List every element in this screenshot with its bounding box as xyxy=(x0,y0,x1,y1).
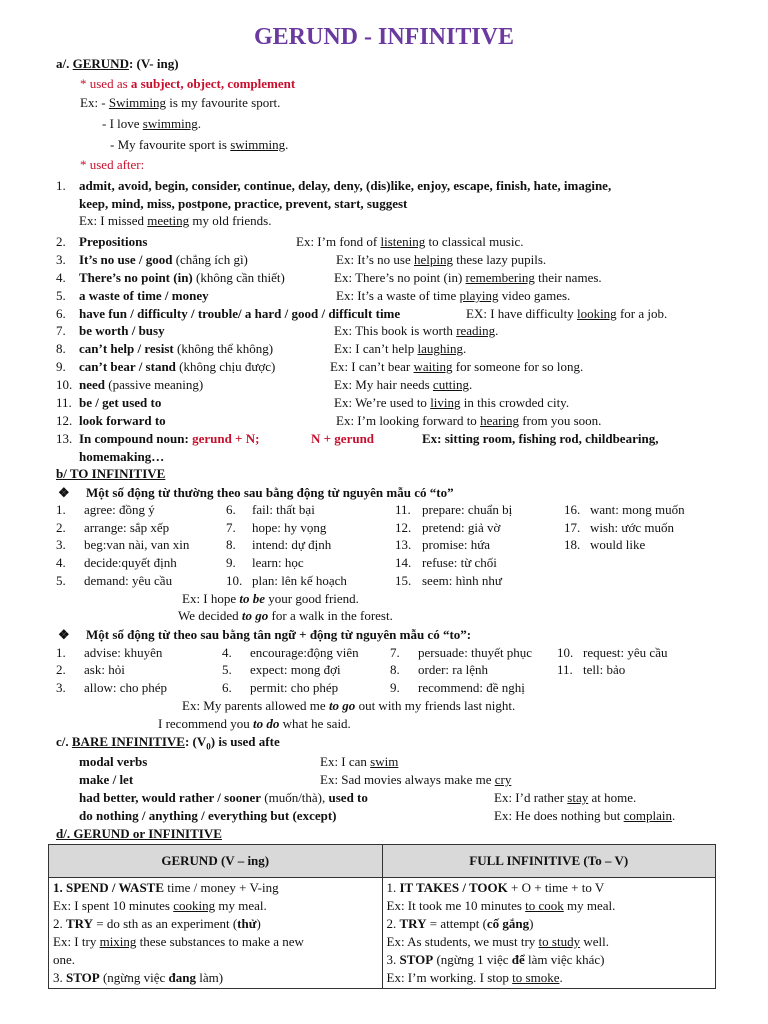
ex-underlined: living xyxy=(430,395,461,410)
list-item-keyword-text: can’t bear / stand xyxy=(79,359,176,374)
list-item-keyword xyxy=(79,359,275,375)
grid-number: 11. xyxy=(557,662,573,677)
verb-item: learn: học xyxy=(252,555,304,570)
ex-underlined: to study xyxy=(538,934,581,949)
rule-number: 1. xyxy=(53,880,66,895)
rule-text: làm việc khác) xyxy=(524,952,605,967)
gerund-example-3 xyxy=(110,137,288,153)
after-text: used after: xyxy=(89,157,145,172)
list-item-note: (không chịu được) xyxy=(175,359,276,374)
grid-number: 8. xyxy=(226,537,236,552)
list-item-keyword-text: be worth / busy xyxy=(79,323,165,338)
ex-bold-italic: to go xyxy=(241,608,269,623)
to-inf-example-4 xyxy=(158,716,351,732)
bare-rule-example xyxy=(494,790,636,806)
list-item-example xyxy=(296,234,523,250)
ex-text: We decided xyxy=(178,608,242,623)
ex-text: your good friend. xyxy=(265,591,359,606)
ex-text: . xyxy=(469,377,473,392)
bare-rule-example xyxy=(494,808,675,824)
ex-text: for a job. xyxy=(616,306,668,321)
grid-number: 9. xyxy=(390,680,400,695)
ex-text: . xyxy=(559,970,563,985)
bare-rule-example xyxy=(320,772,511,788)
bare-formula: : (V xyxy=(184,734,207,749)
list-item-number: 1. xyxy=(56,178,66,193)
verb-item: request: yêu cầu xyxy=(583,645,668,660)
gerund-rule-1-example xyxy=(53,897,378,915)
ex-text: . xyxy=(672,808,676,823)
ex-underlined: to smoke xyxy=(512,970,560,985)
ex-underlined: listening xyxy=(380,234,426,249)
list-item-keyword-text: look forward to xyxy=(79,413,166,428)
list-item-keyword-text: It’s no use / good xyxy=(79,252,173,267)
gerund-heading-suffix: : (V- ing) xyxy=(128,56,179,71)
list-item-note: (passive meaning) xyxy=(105,377,204,392)
verb-item: want: mong muốn xyxy=(590,502,685,517)
to-inf-subheading-1: Một số động từ thường theo sau bằng động từ nguyên mẫu có “to” xyxy=(86,485,454,500)
ex-bold-italic: to be xyxy=(239,591,266,606)
ex-text: Ex: I can’t help xyxy=(334,341,418,356)
compound-example-cont: homemaking… xyxy=(79,449,165,464)
list-item-example xyxy=(336,252,546,268)
rule-text: ) xyxy=(256,916,261,931)
grid-number: 15. xyxy=(395,573,412,588)
grid-number: 16. xyxy=(564,502,581,517)
ex-underlined: cooking xyxy=(173,898,216,913)
grid-number: 6. xyxy=(222,680,232,695)
rule-keyword: STOP xyxy=(399,952,434,967)
list-item-example xyxy=(334,395,569,411)
list-item-number: 12. xyxy=(56,413,73,428)
list-item-example xyxy=(336,288,570,304)
gerund-heading xyxy=(56,56,179,72)
rule-number: 2. xyxy=(53,916,66,931)
bare-rule-note: (muốn/thà), xyxy=(261,790,329,805)
list-item-keyword-text: Prepositions xyxy=(79,234,148,249)
ex-text: Ex: It’s a waste of time xyxy=(336,288,460,303)
ex-text: to classical music. xyxy=(425,234,524,249)
rule-number: 3. xyxy=(53,970,66,985)
list-item-number: 5. xyxy=(56,288,66,303)
gerund-use-line xyxy=(80,76,295,92)
ex-text: Ex: There’s no point (in) xyxy=(334,270,466,285)
verb-item: demand: yêu cầu xyxy=(84,573,173,588)
ex-text: . xyxy=(495,323,499,338)
bare-infinitive-heading xyxy=(56,734,280,755)
grid-number: 17. xyxy=(564,520,581,535)
star-marker: * xyxy=(80,157,87,172)
gerund-rule-2 xyxy=(53,915,378,933)
list-item-keyword xyxy=(79,377,203,393)
verb-item: recommend: đề nghị xyxy=(418,680,525,695)
verb-item: prepare: chuẩn bị xyxy=(422,502,513,517)
ex-text: is my favourite sport. xyxy=(165,95,281,110)
list-item-keyword xyxy=(79,395,161,411)
grid-number: 1. xyxy=(56,502,66,517)
verb-item: would like xyxy=(590,537,646,552)
bare-rule xyxy=(79,754,147,770)
grid-number: 5. xyxy=(56,573,66,588)
ex-underlined: to cook xyxy=(525,898,564,913)
ex-text: Ex: I’m looking forward to xyxy=(336,413,481,428)
ex-text: EX: I have difficulty xyxy=(466,306,577,321)
list-item-keyword xyxy=(79,306,400,322)
gerund-heading-word: GERUND xyxy=(72,56,129,71)
ex-text: - I love xyxy=(102,116,143,131)
rule-number: 2. xyxy=(386,916,400,931)
ex-bold-italic: to go xyxy=(328,698,356,713)
grid-number: 10. xyxy=(226,573,243,588)
verb-item: intend: dự định xyxy=(252,537,332,552)
list-item-example xyxy=(466,306,667,322)
infinitive-rule-3-example xyxy=(387,969,712,987)
grid-number: 7. xyxy=(226,520,236,535)
list-item-example xyxy=(334,323,498,339)
list-item-number: 3. xyxy=(56,252,66,267)
bare-suffix: ) is used afte xyxy=(210,734,280,749)
verb-item: seem: hình như xyxy=(422,573,502,588)
compound-rule-2: N + gerund xyxy=(311,431,375,446)
verb-item: advise: khuyên xyxy=(84,645,163,660)
ex-underlined: cutting xyxy=(432,377,470,392)
compound-example: Ex: sitting room, fishing rod, childbearing, xyxy=(422,431,659,446)
grid-number: 3. xyxy=(56,680,66,695)
list-item-number: 13. xyxy=(56,431,73,446)
ex-underlined: complain xyxy=(623,808,673,823)
verb-item: decide:quyết định xyxy=(84,555,177,570)
gerund-rule-2-example-cont: one. xyxy=(53,952,76,967)
ex-underlined: helping xyxy=(414,252,453,267)
verb-item: ask: hỏi xyxy=(84,662,125,677)
list-item-example xyxy=(336,413,601,429)
gerund-example-2 xyxy=(102,116,201,132)
ex-text: . xyxy=(463,341,467,356)
page-title: GERUND - INFINITIVE xyxy=(253,24,515,50)
to-infinitive-heading: b/ TO INFINITIVE xyxy=(56,466,166,481)
diamond-bullet-icon: ❖ xyxy=(58,627,70,642)
list-item-keyword-text: There’s no point (in) xyxy=(79,270,193,285)
ex-text: what he said. xyxy=(279,716,351,731)
list-item-keyword xyxy=(79,270,285,286)
use-bold: a subject, object, complement xyxy=(130,76,296,91)
verb-item: pretend: giả vờ xyxy=(422,520,501,535)
ex-underlined: swim xyxy=(370,754,399,769)
grid-number: 2. xyxy=(56,520,66,535)
bare-rule xyxy=(79,772,133,788)
list-item-number: 11. xyxy=(56,395,72,410)
ex-underlined: hearing xyxy=(480,413,520,428)
grid-number: 8. xyxy=(390,662,400,677)
ex-underlined: remembering xyxy=(465,270,535,285)
ex-text: Ex: I can’t bear xyxy=(330,359,414,374)
list-item-keyword xyxy=(79,252,248,268)
ex-text: Ex: As students, we must try xyxy=(386,934,539,949)
to-inf-example-2 xyxy=(178,608,393,624)
ex-text: at home. xyxy=(588,790,637,805)
compound-label: In compound noun: xyxy=(79,431,189,446)
list-item-keyword xyxy=(79,323,165,339)
bare-rule-keyword: do nothing / anything / everything but (except) xyxy=(79,808,337,823)
gerund-heading-prefix: a/. xyxy=(56,56,70,71)
list-item-note: (không thể không) xyxy=(173,341,274,356)
rule-keyword: TRY xyxy=(66,916,93,931)
rule-number: 3. xyxy=(386,952,400,967)
ex-text: . xyxy=(197,116,201,131)
ex-text: Ex: I can xyxy=(320,754,371,769)
ex-text: these lazy pupils. xyxy=(453,252,547,267)
list-item-example xyxy=(330,359,583,375)
ex-underlined: meeting xyxy=(147,213,190,228)
infinitive-rule-2-example xyxy=(387,933,712,951)
list-item-example xyxy=(79,213,271,229)
rule-text: (ngừng việc xyxy=(99,970,169,985)
grid-number: 3. xyxy=(56,537,66,552)
ex-text: Ex: I’m working. I stop xyxy=(386,970,513,985)
rule-keyword: TRY xyxy=(399,916,427,931)
column-header-gerund: GERUND (V – ing) xyxy=(49,845,383,878)
grid-number: 18. xyxy=(564,537,581,552)
rule-text: ) xyxy=(529,916,534,931)
rule-text: = do sth as an experiment ( xyxy=(93,916,238,931)
list-item-number: 8. xyxy=(56,341,66,356)
ex-text: Ex: I missed xyxy=(79,213,148,228)
grid-number: 1. xyxy=(56,645,66,660)
bare-rule-example xyxy=(320,754,398,770)
bare-rule xyxy=(79,790,368,806)
diamond-bullet-icon: ❖ xyxy=(58,485,70,500)
gerund-rule-1 xyxy=(53,879,378,897)
ex-text: my meal. xyxy=(215,898,267,913)
grid-number: 9. xyxy=(226,555,236,570)
ex-text: Ex: - xyxy=(80,95,109,110)
ex-text: for someone for so long. xyxy=(452,359,584,374)
ex-text: their names. xyxy=(534,270,602,285)
verb-item: arrange: sắp xếp xyxy=(84,520,170,535)
ex-text: Ex: This book is worth xyxy=(334,323,457,338)
grid-number: 4. xyxy=(56,555,66,570)
gerund-example-1 xyxy=(80,95,280,111)
grid-number: 11. xyxy=(395,502,411,517)
rule-keyword: IT TAKES / TOOK xyxy=(399,880,508,895)
infinitive-rule-1-example xyxy=(387,897,712,915)
ex-text: for a walk in the forest. xyxy=(268,608,393,623)
verb-item: order: ra lệnh xyxy=(418,662,489,677)
ex-text: these substances to make a new xyxy=(136,934,304,949)
grid-number: 2. xyxy=(56,662,66,677)
list-item-number: 6. xyxy=(56,306,66,321)
list-item-text: admit, avoid, begin, consider, continue, delay, deny, (dis)like, enjoy, escape, finish, hate, imagine, xyxy=(79,178,612,193)
list-item-keyword-text: need xyxy=(79,377,105,392)
list-item-number: 4. xyxy=(56,270,66,285)
list-item-number: 10. xyxy=(56,377,73,392)
column-header-infinitive: FULL INFINITIVE (To – V) xyxy=(382,845,716,878)
verb-item: allow: cho phép xyxy=(84,680,168,695)
list-item-keyword-text: can’t help / resist xyxy=(79,341,174,356)
to-inf-example-1 xyxy=(182,591,359,607)
ex-text: Ex: I hope xyxy=(182,591,240,606)
ex-underlined: Swimming xyxy=(108,95,166,110)
gerund-rule-2-example xyxy=(53,933,378,951)
ex-text: Ex: It took me 10 minutes xyxy=(386,898,526,913)
rule-number: 1. xyxy=(386,880,400,895)
ex-text: from you soon. xyxy=(519,413,602,428)
rule-text: làm) xyxy=(195,970,224,985)
verb-item: persuade: thuyết phục xyxy=(418,645,533,660)
list-item-number: 9. xyxy=(56,359,66,374)
ex-text: I recommend you xyxy=(158,716,253,731)
rule-text: + O + time + to V xyxy=(507,880,605,895)
rule-text: time / money + V-ing xyxy=(164,880,279,895)
rule-text: = attempt ( xyxy=(426,916,487,931)
rule-bold: thử xyxy=(237,916,257,931)
rule-bold: cố gắng xyxy=(486,916,530,931)
bare-rule-keyword-2: used to xyxy=(328,790,368,805)
ex-underlined: looking xyxy=(576,306,617,321)
to-inf-example-3 xyxy=(182,698,515,714)
use-text: used as xyxy=(89,76,128,91)
bare-subscript: 0 xyxy=(206,741,211,752)
list-item-number: 2. xyxy=(56,234,66,249)
infinitive-rule-1 xyxy=(387,879,712,897)
list-item-keyword-text: a waste of time / money xyxy=(79,288,209,303)
grid-number: 7. xyxy=(390,645,400,660)
grid-number: 13. xyxy=(395,537,412,552)
verb-item: refuse: từ chối xyxy=(422,555,497,570)
ex-text: Ex: He does nothing but xyxy=(494,808,624,823)
to-inf-subheading-2: Một số động từ theo sau bằng tân ngữ + động từ nguyên mẫu có “to”: xyxy=(86,627,472,642)
ex-underlined: swimming xyxy=(230,137,286,152)
grid-number: 5. xyxy=(222,662,232,677)
rule-keyword: STOP xyxy=(66,970,100,985)
list-item-note: (chẳng ích gì) xyxy=(172,252,248,267)
table-row xyxy=(49,878,716,989)
ex-text: well. xyxy=(580,934,609,949)
ex-underlined: waiting xyxy=(413,359,453,374)
ex-bold-italic: to do xyxy=(252,716,280,731)
verb-item: tell: bảo xyxy=(583,662,626,677)
verb-item: permit: cho phép xyxy=(250,680,339,695)
ex-underlined: playing xyxy=(459,288,499,303)
bare-rule-keyword: had better, would rather / sooner xyxy=(79,790,261,805)
list-item-keyword-text: have fun / difficulty / trouble/ a hard / good / difficult time xyxy=(79,306,401,321)
infinitive-rule-2 xyxy=(387,915,712,933)
ex-text: Ex: I’d rather xyxy=(494,790,568,805)
compound-rule-1: gerund + N; xyxy=(192,431,260,446)
ex-underlined: laughing xyxy=(417,341,464,356)
list-item-example xyxy=(334,341,466,357)
ex-underlined: stay xyxy=(567,790,589,805)
list-item-keyword xyxy=(79,341,273,357)
bare-title: BARE INFINITIVE xyxy=(71,734,185,749)
ex-text: my meal. xyxy=(563,898,616,913)
list-item-note: (không cần thiết) xyxy=(192,270,285,285)
list-item-text: keep, mind, miss, postpone, practice, prevent, start, suggest xyxy=(79,196,408,211)
bare-prefix: c/. xyxy=(56,734,72,749)
verb-item: expect: mong đợi xyxy=(250,662,341,677)
ex-text: Ex: My parents allowed me xyxy=(182,698,329,713)
ex-text: video games. xyxy=(498,288,571,303)
comparison-table xyxy=(48,844,716,989)
verb-item: fail: thất bại xyxy=(252,502,315,517)
gerund-or-infinitive-heading: d/. GERUND or INFINITIVE xyxy=(56,826,222,841)
list-item-keyword-text: be / get used to xyxy=(79,395,162,410)
list-item-keyword xyxy=(79,413,166,429)
grid-number: 12. xyxy=(395,520,412,535)
ex-text: Ex: My hair needs xyxy=(334,377,433,392)
rule-bold: đang xyxy=(168,970,196,985)
verb-item: beg:van nài, van xin xyxy=(84,537,190,552)
table-header-row xyxy=(49,845,716,878)
list-item-example xyxy=(334,377,472,393)
list-item-example xyxy=(334,270,602,286)
star-marker: * xyxy=(80,76,87,91)
grid-number: 6. xyxy=(226,502,236,517)
ex-text: Ex: I spent 10 minutes xyxy=(53,898,174,913)
gerund-after-line xyxy=(80,157,144,173)
verb-item: agree: đồng ý xyxy=(84,502,155,517)
ex-text: Ex: I’m fond of xyxy=(296,234,381,249)
verb-item: plan: lên kế hoạch xyxy=(252,573,347,588)
bare-rule-keyword: make / let xyxy=(79,772,134,787)
ex-text: Ex: I try xyxy=(53,934,100,949)
ex-text: in this crowded city. xyxy=(460,395,570,410)
rule-keyword: SPEND / WASTE xyxy=(66,880,165,895)
rule-text: (ngừng 1 việc xyxy=(433,952,512,967)
ex-text: out with my friends last night. xyxy=(355,698,516,713)
ex-text: - My favourite sport is xyxy=(110,137,231,152)
ex-underlined: swimming xyxy=(142,116,198,131)
verb-item: hope: hy vọng xyxy=(252,520,327,535)
list-item-number: 7. xyxy=(56,323,66,338)
list-item-keyword xyxy=(79,288,209,304)
rule-bold: để xyxy=(511,952,525,967)
grid-number: 10. xyxy=(557,645,574,660)
ex-underlined: cry xyxy=(494,772,512,787)
infinitive-cell xyxy=(382,878,716,989)
bare-rule xyxy=(79,808,337,824)
bare-rule-keyword: modal verbs xyxy=(79,754,148,769)
ex-underlined: mixing xyxy=(99,934,137,949)
ex-text: my old friends. xyxy=(189,213,272,228)
ex-text: . xyxy=(285,137,289,152)
gerund-rule-3 xyxy=(53,969,378,987)
grid-number: 4. xyxy=(222,645,232,660)
verb-item: wish: ước muốn xyxy=(590,520,674,535)
ex-text: Ex: Sad movies always make me xyxy=(320,772,495,787)
verb-item: promise: hứa xyxy=(422,537,491,552)
ex-underlined: reading xyxy=(456,323,496,338)
list-item-keyword xyxy=(79,431,259,447)
infinitive-rule-3 xyxy=(387,951,712,969)
grid-number: 14. xyxy=(395,555,412,570)
verb-item: encourage:động viên xyxy=(250,645,359,660)
list-item-keyword xyxy=(79,234,147,250)
ex-text: Ex: It’s no use xyxy=(336,252,414,267)
ex-text: Ex: We’re used to xyxy=(334,395,431,410)
gerund-cell xyxy=(49,878,383,989)
